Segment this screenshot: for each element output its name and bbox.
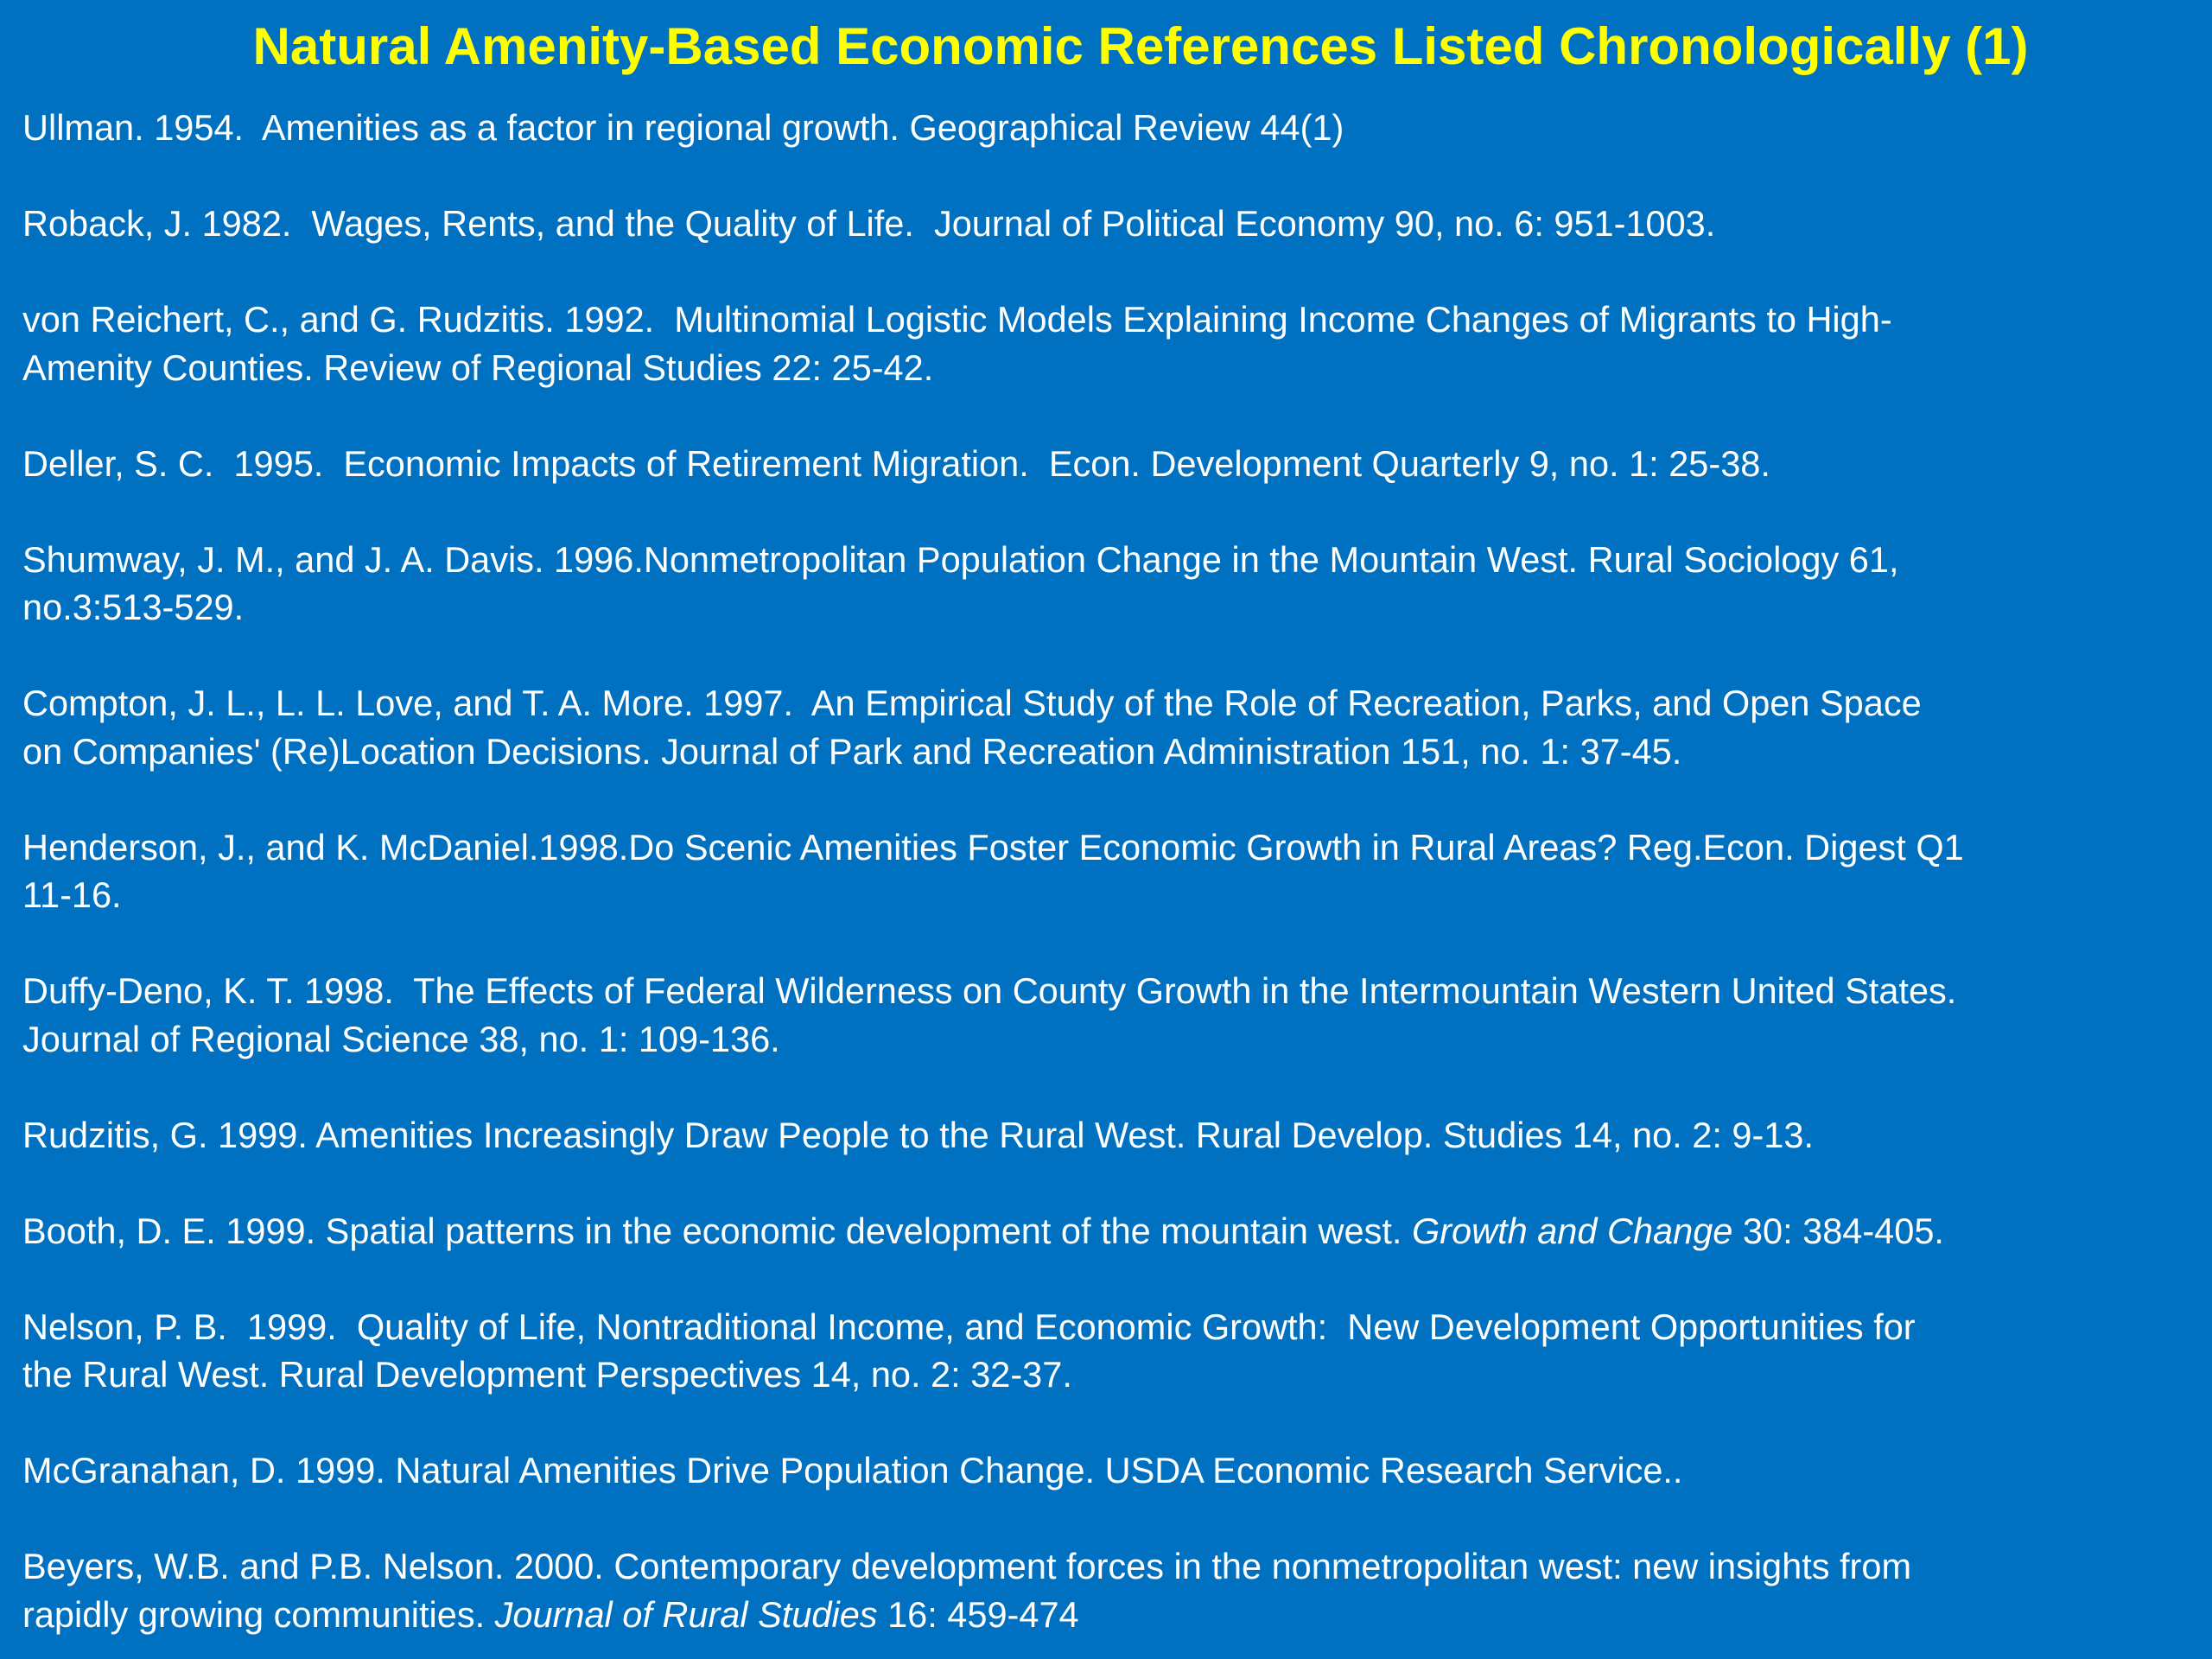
reference-line: McGranahan, D. 1999. Natural Amenities Drive Population Change. USDA Economic Research Service.. — [22, 1450, 1683, 1491]
journal-title: Journal of Rural Studies — [494, 1593, 878, 1635]
reference-line: Beyers, W.B. and P.B. Nelson. 2000. Contemporary development forces in the nonmetropolitan west: new insights from — [22, 1546, 1912, 1586]
reference-item — [22, 967, 2191, 1063]
reference-item — [22, 679, 2191, 775]
reference-line: 11-16. — [22, 874, 122, 915]
reference-line: Duffy-Deno, K. T. 1998. The Effects of Federal Wilderness on County Growth in the Intermountain Western United States. — [22, 970, 1957, 1011]
reference-item — [22, 1542, 2191, 1638]
reference-text: rapidly growing communities. — [22, 1593, 495, 1635]
reference-line: Ullman. 1954. Amenities as a factor in regional growth. Geographical Review 44(1) — [22, 107, 1344, 148]
reference-text: Booth, D. E. 1999. Spatial patterns in the economic development of the mountain west. — [22, 1210, 1412, 1251]
reference-item — [22, 440, 2191, 488]
reference-item — [22, 823, 2191, 919]
reference-line: Shumway, J. M., and J. A. Davis. 1996.Nonmetropolitan Population Change in the Mountain West. Rural Sociology 61, — [22, 538, 1899, 580]
reference-item — [22, 1207, 2191, 1255]
reference-line: Journal of Regional Science 38, no. 1: 109-136. — [22, 1018, 780, 1059]
reference-item — [22, 200, 2191, 248]
journal-title: Growth and Change — [1411, 1210, 1733, 1251]
reference-line: von Reichert, C., and G. Rudzitis. 1992. Multinomial Logistic Models Explaining Income Changes of Migrants to High- — [22, 299, 1892, 340]
reference-item — [22, 296, 2191, 391]
reference-item — [22, 104, 2191, 152]
reference-line: Rudzitis, G. 1999. Amenities Increasingly Draw People to the Rural West. Rural Develop. Studies 14, no. 2: 9-13. — [22, 1114, 1814, 1155]
reference-text: 30: 384-405. — [1732, 1210, 1944, 1251]
reference-line: Henderson, J., and K. McDaniel.1998.Do Scenic Amenities Foster Economic Growth in Rural Areas? Reg.Econ. Digest Q1 — [22, 826, 1964, 868]
reference-line: Amenity Counties. Review of Regional Studies 22: 25-42. — [22, 346, 934, 388]
reference-line: the Rural West. Rural Development Perspectives 14, no. 2: 32-37. — [22, 1354, 1072, 1395]
reference-text: 16: 459-474 — [877, 1593, 1079, 1635]
reference-item — [22, 1303, 2191, 1399]
reference-line: Nelson, P. B. 1999. Quality of Life, Nontraditional Income, and Economic Growth: New Development Opportunities for — [22, 1306, 1916, 1347]
reference-item — [22, 1446, 2191, 1495]
reference-item — [22, 1111, 2191, 1160]
reference-line: no.3:513-529. — [22, 587, 245, 627]
reference-line: Roback, J. 1982. Wages, Rents, and the Quality of Life. Journal of Political Economy 90, no. 6: 951-1003. — [22, 203, 1716, 244]
reference-line: Compton, J. L., L. L. Love, and T. A. More. 1997. An Empirical Study of the Role of Recreation, Parks, and Open Space — [22, 683, 1922, 723]
reference-item — [22, 536, 2191, 632]
slide-title: Natural Amenity-Based Economic References Listed Chronologically (1) — [252, 17, 2029, 75]
reference-line: Deller, S. C. 1995. Economic Impacts of Retirement Migration. Econ. Development Quarterly 9, no. 1: 25-38. — [22, 442, 1770, 484]
reference-list — [22, 104, 2191, 1638]
reference-line: on Companies' (Re)Location Decisions. Journal of Park and Recreation Administration 151, no. 1: 37-45. — [22, 730, 1682, 772]
